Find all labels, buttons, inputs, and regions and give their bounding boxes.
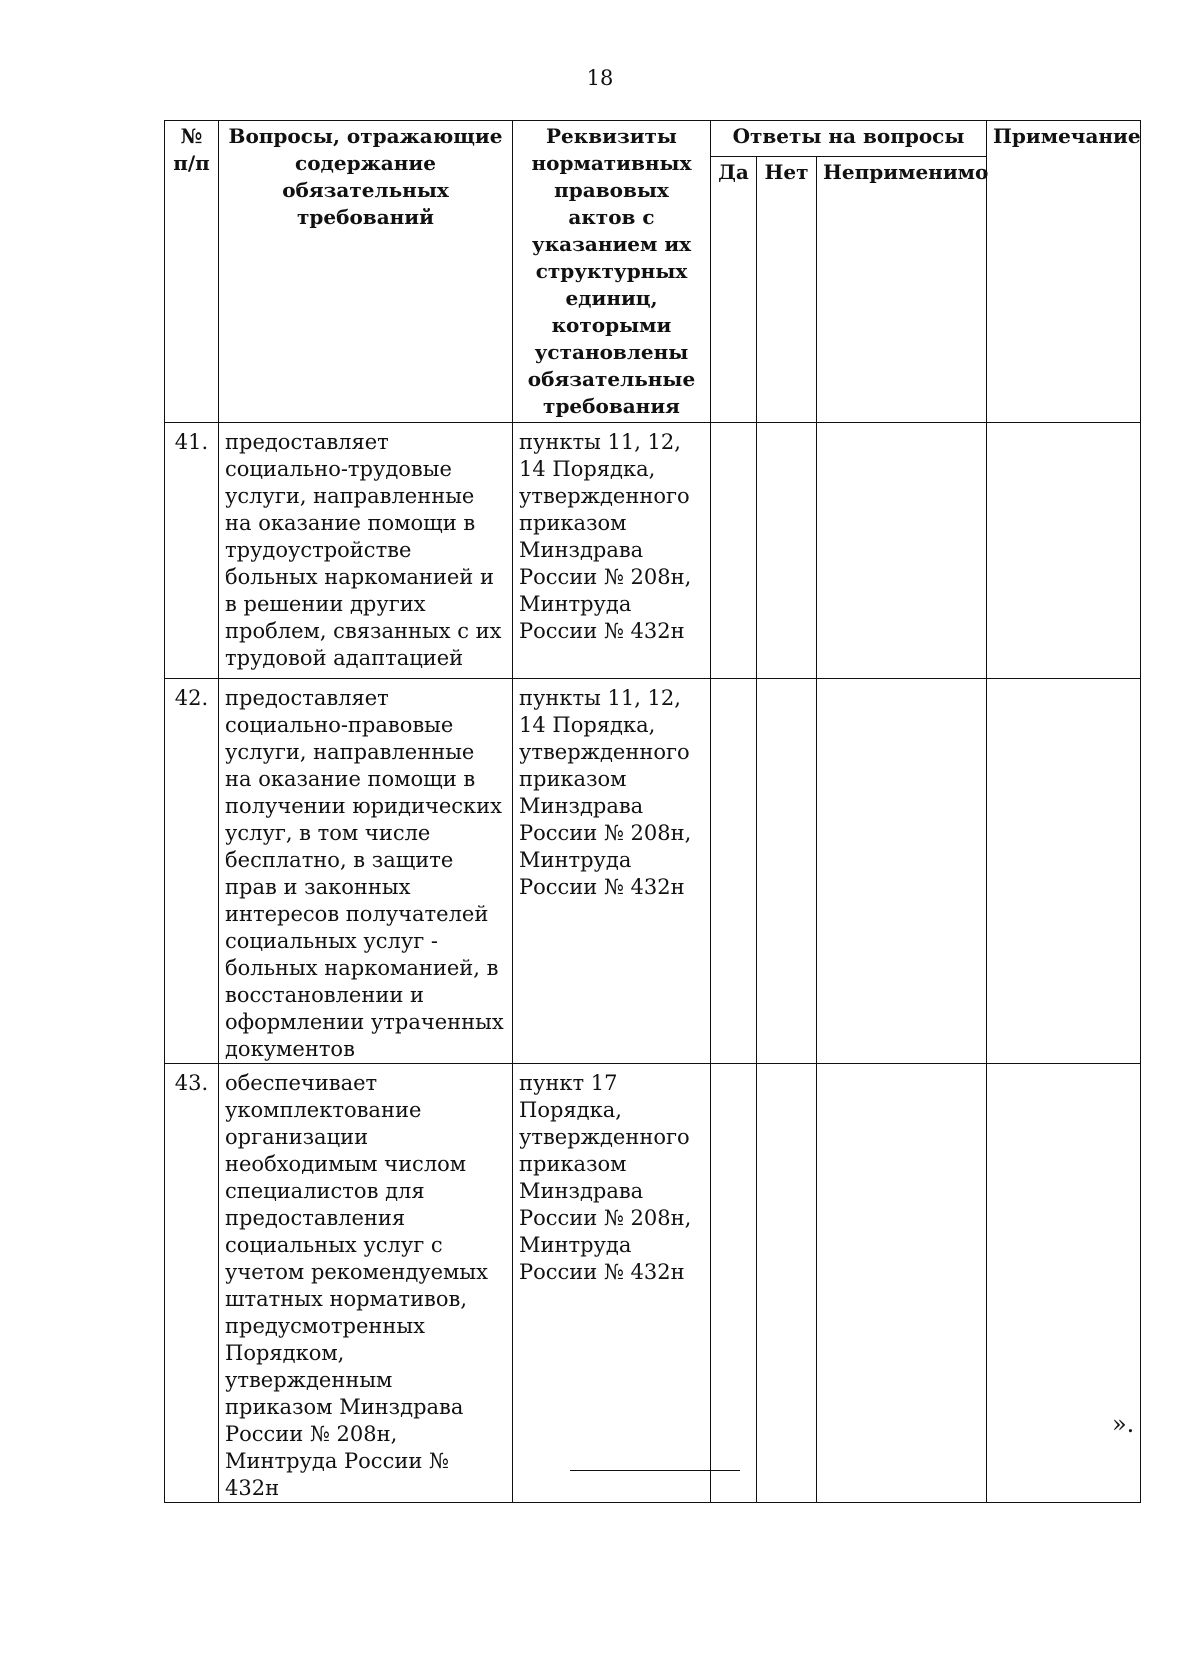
row-answer-yes xyxy=(711,679,757,1064)
row-note xyxy=(987,423,1141,679)
page-number: 18 xyxy=(586,66,614,90)
header-questions: Вопросы, отражающие содержание обязательных требований xyxy=(219,121,513,423)
row-num: 41. xyxy=(165,423,219,679)
checklist-table xyxy=(164,120,1141,1503)
table-row xyxy=(165,679,1141,1064)
row-answer-not-applicable xyxy=(817,423,987,679)
row-answer-yes xyxy=(711,423,757,679)
table-row xyxy=(165,1064,1141,1503)
row-num: 43. xyxy=(165,1064,219,1503)
footer-rule xyxy=(570,1470,740,1471)
row-requisites: пункт 17 Порядка, утвержденного приказом Минздрава России № 208н, Минтруда России № 432н xyxy=(513,1064,711,1503)
row-requisites: пункты 11, 12, 14 Порядка, утвержденного приказом Минздрава России № 208н, Минтруда России № 432н xyxy=(513,679,711,1064)
header-num: № п/п xyxy=(165,121,219,423)
header-requisites: Реквизиты нормативных правовых актов с указанием их структурных единиц, которыми установлены обязательные требования xyxy=(513,121,711,423)
row-answer-not-applicable xyxy=(817,1064,987,1503)
row-answer-no xyxy=(757,423,817,679)
header-note: Примечание xyxy=(987,121,1141,423)
header-yes: Да xyxy=(711,157,757,423)
table-row xyxy=(165,423,1141,679)
row-question: предоставляет социально-правовые услуги, направленные на оказание помощи в получении юридических услуг, в том числе бесплатно, в защите прав и законных интересов получателей социальных услуг - больных наркоманией, в восстановлении и оформлении утраченных документов xyxy=(219,679,513,1064)
row-note xyxy=(987,679,1141,1064)
header-no: Нет xyxy=(757,157,817,423)
row-answer-not-applicable xyxy=(817,679,987,1064)
header-not-applicable: Неприменимо xyxy=(817,157,987,423)
header-answers: Ответы на вопросы xyxy=(711,121,987,157)
row-question: предоставляет социально-трудовые услуги, направленные на оказание помощи в трудоустройстве больных наркоманией и в решении других проблем, связанных с их трудовой адаптацией xyxy=(219,423,513,679)
row-answer-yes xyxy=(711,1064,757,1503)
row-answer-no xyxy=(757,1064,817,1503)
table-body xyxy=(165,423,1141,1503)
closing-quote: ». xyxy=(1112,1410,1135,1438)
row-num: 42. xyxy=(165,679,219,1064)
table-header xyxy=(165,121,1141,423)
row-question: обеспечивает укомплектование организации необходимым числом специалистов для предоставления социальных услуг с учетом рекомендуемых штатных нормативов, предусмотренных Порядком, утвержденным приказом Минздрава России № 208н, Минтруда России № 432н xyxy=(219,1064,513,1503)
row-requisites: пункты 11, 12, 14 Порядка, утвержденного приказом Минздрава России № 208н, Минтруда России № 432н xyxy=(513,423,711,679)
row-answer-no xyxy=(757,679,817,1064)
